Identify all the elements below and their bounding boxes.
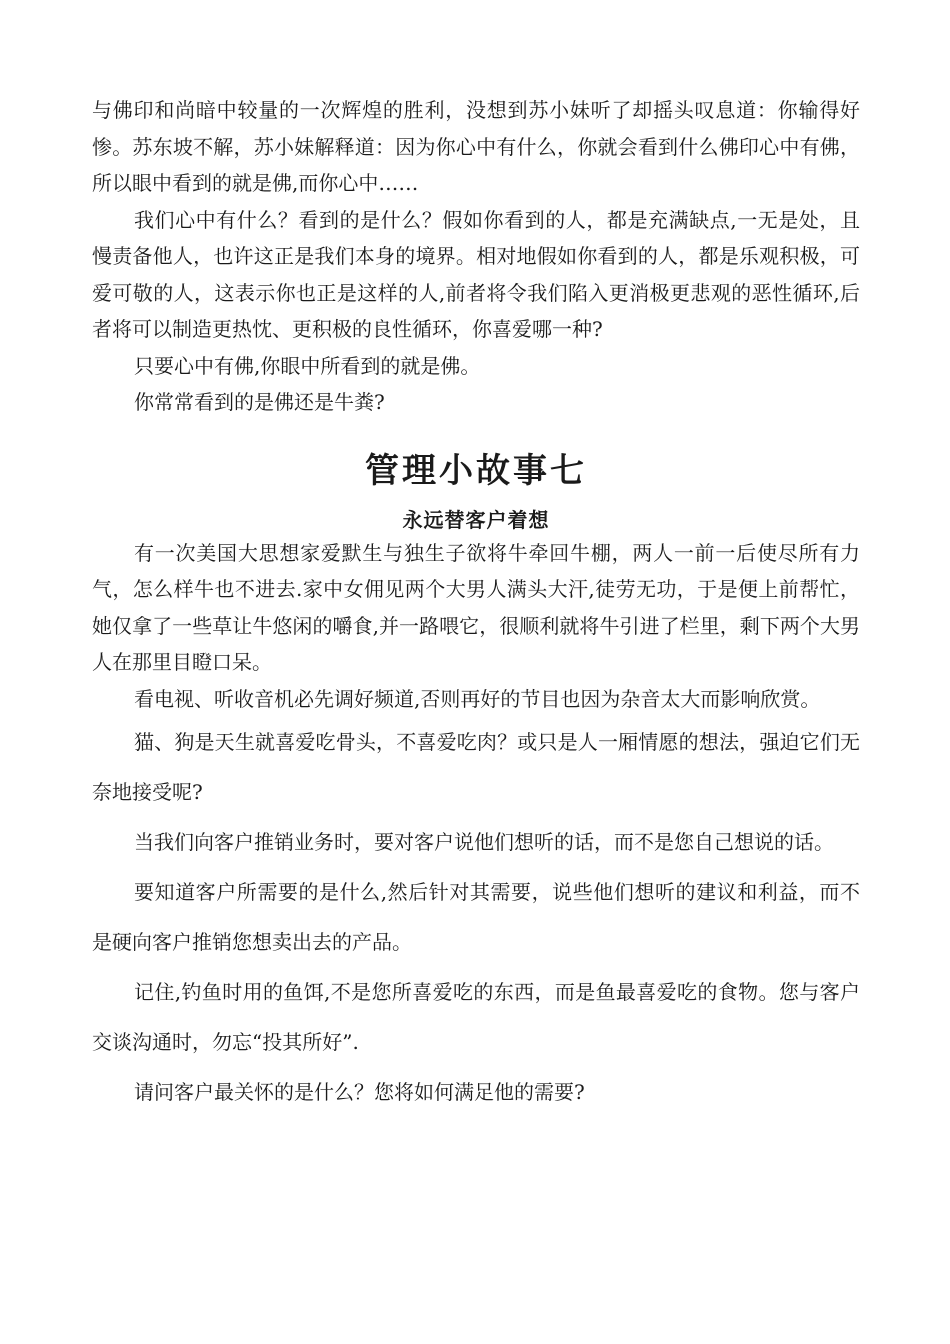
story7-title: 管理小故事七 [365,450,587,491]
document-page [92,92,860,1117]
story7-paragraph-7: 请问客户最关怀的是什么？您将如何满足他的需要? [134,1080,585,1104]
story7-subtitle: 永远替客户着想 [402,507,550,532]
story7-paragraph-2: 看电视、听收音机必先调好频道,否则再好的节目也因为杂音太大而影响欣赏。 [134,686,821,711]
story6-paragraph-4: 你常常看到的是佛还是牛粪? [134,390,385,414]
story6-paragraph-2: 我们心中有什么？看到的是什么？假如你看到的人，都是充满缺点,一无是处，且慢责备他人，也许这正是我们本身的境界。相对地假如你看到的人，都是乐观积极，可爱可敬的人，这表示你也正是这样的人,前者将令我们陷入更消极更悲观的恶性循环,后者将可以制造更热忱、更积极的良性循环，你喜爱哪一种? [92,207,860,341]
story6-paragraph-3: 只要心中有佛,你眼中所看到的就是佛。 [134,353,481,378]
story7-paragraph-4: 当我们向客户推销业务时，要对客户说他们想听的话，而不是您自己想说的话。 [134,830,834,854]
story6-paragraph-1: 与佛印和尚暗中较量的一次辉煌的胜利，没想到苏小妹听了却摇头叹息道：你输得好惨。苏东坡不解，苏小妹解释道：因为你心中有什么，你就会看到什么佛印心中有佛，所以眼中看到的就是佛,而你心中…… [92,98,860,195]
story7-paragraph-5: 要知道客户所需要的是什么,然后针对其需要，说些他们想听的建议和利益，而不是硬向客户推销您想卖出去的产品。 [92,880,860,954]
story7-paragraph-1: 有一次美国大思想家爱默生与独生子欲将牛牵回牛棚，两人一前一后使尽所有力气，怎么样牛也不进去.家中女佣见两个大男人满头大汗,徒劳无功，于是便上前帮忙，她仅拿了一些草让牛悠闲的嚼食,并一路喂它，很顺利就将牛引进了栏里，剩下两个大男人在那里目瞪口呆。 [92,540,860,674]
story7-paragraph-6: 记住,钓鱼时用的鱼饵,不是您所喜爱吃的东西，而是鱼最喜爱吃的食物。您与客户交谈沟通时，勿忘“投其所好”. [92,980,860,1054]
story7-paragraph-3: 猫、狗是天生就喜爱吃骨头，不喜爱吃肉？或只是人一厢情愿的想法，强迫它们无奈地接受呢? [92,730,860,804]
